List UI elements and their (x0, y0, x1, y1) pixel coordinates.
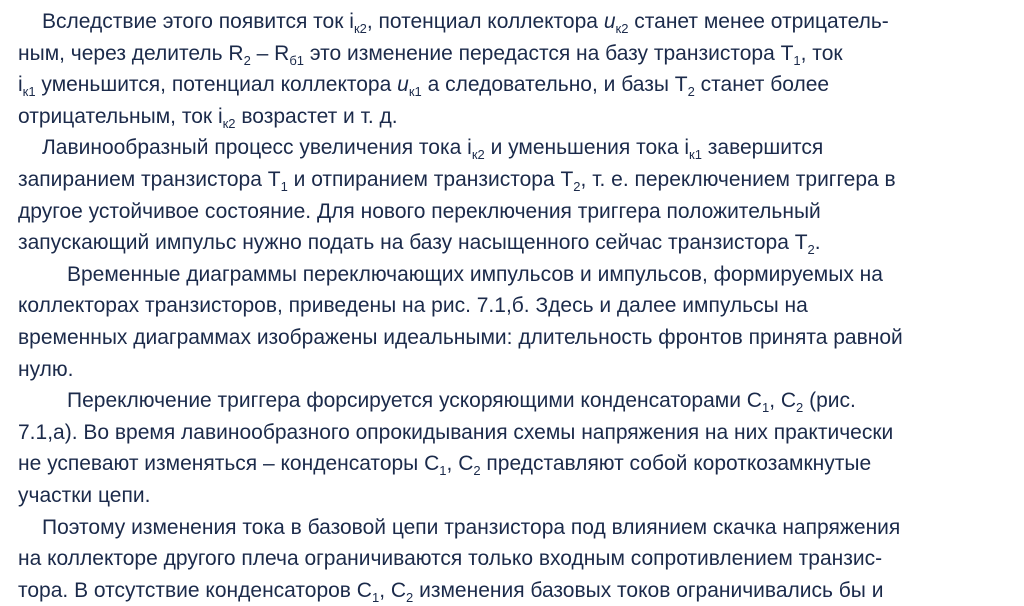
text-line: Временные диаграммы переключающих импульсов и импульсов, формируемых на (67, 262, 883, 286)
text-line: запиранием транзистора $Т_1$ и отпиранием транзистора $Т_2$, т. е. переключением триггера в (18, 167, 896, 194)
text-line: Лавинообразный процесс увеличения тока $i_{к2}$ и уменьшения тока $i_{к1}$ завершится (42, 136, 824, 163)
text-line: коллекторах транзисторов, приведены на рис. 7.1,б. Здесь и далее импульсы на (18, 294, 808, 318)
text-line: отрицательным, ток $i_{к2}$ возрастет и т. д. (18, 104, 398, 131)
text-line: на коллекторе другого плеча ограничиваются только входным сопротивлением транзис- (18, 547, 883, 571)
document-text (18, 6, 1008, 606)
text-line: Вследствие этого появится ток $i_{к2}$, потенциал коллектора $u_{к2}$ станет менее отрицатель- (42, 10, 889, 36)
text-line: не успевают изменяться – конденсаторы $С_1$, $С_2$ представляют собой короткозамкнутые (18, 452, 872, 479)
text-line: тора. В отсутствие конденсаторов $С_1$, $С_2$ изменения базовых токов ограничивались бы и (18, 578, 884, 605)
text-line: временных диаграммах изображены идеальными: длительность фронтов принята равной (18, 325, 903, 349)
text-line: нулю. (18, 357, 74, 381)
text-line: $i_{к1}$ уменьшится, потенциал коллектора $u_{к1}$ а следовательно, и базы $Т_2$ станет более (18, 73, 830, 100)
text-line: запускающий импульс нужно подать на базу насыщенного сейчас транзистора $Т_2$. (18, 231, 821, 258)
text-line: Переключение триггера форсируется ускоряющими конденсаторами $С_1$, $С_2$ (рис. (67, 389, 856, 416)
text-line: ным, через делитель $R_2 - R_{б1}$ это изменение передастся на базу транзистора $Т_1$, ток (18, 41, 843, 68)
text-line: 7.1,а). Во время лавинообразного опрокидывания схемы напряжения на них практически (18, 420, 894, 444)
text-line: участки цепи. (18, 483, 151, 507)
text-line: Поэтому изменения тока в базовой цепи транзистора под влиянием скачка напряжения (42, 515, 901, 539)
text-line: другое устойчивое состояние. Для нового переключения триггера положительный (18, 199, 821, 223)
